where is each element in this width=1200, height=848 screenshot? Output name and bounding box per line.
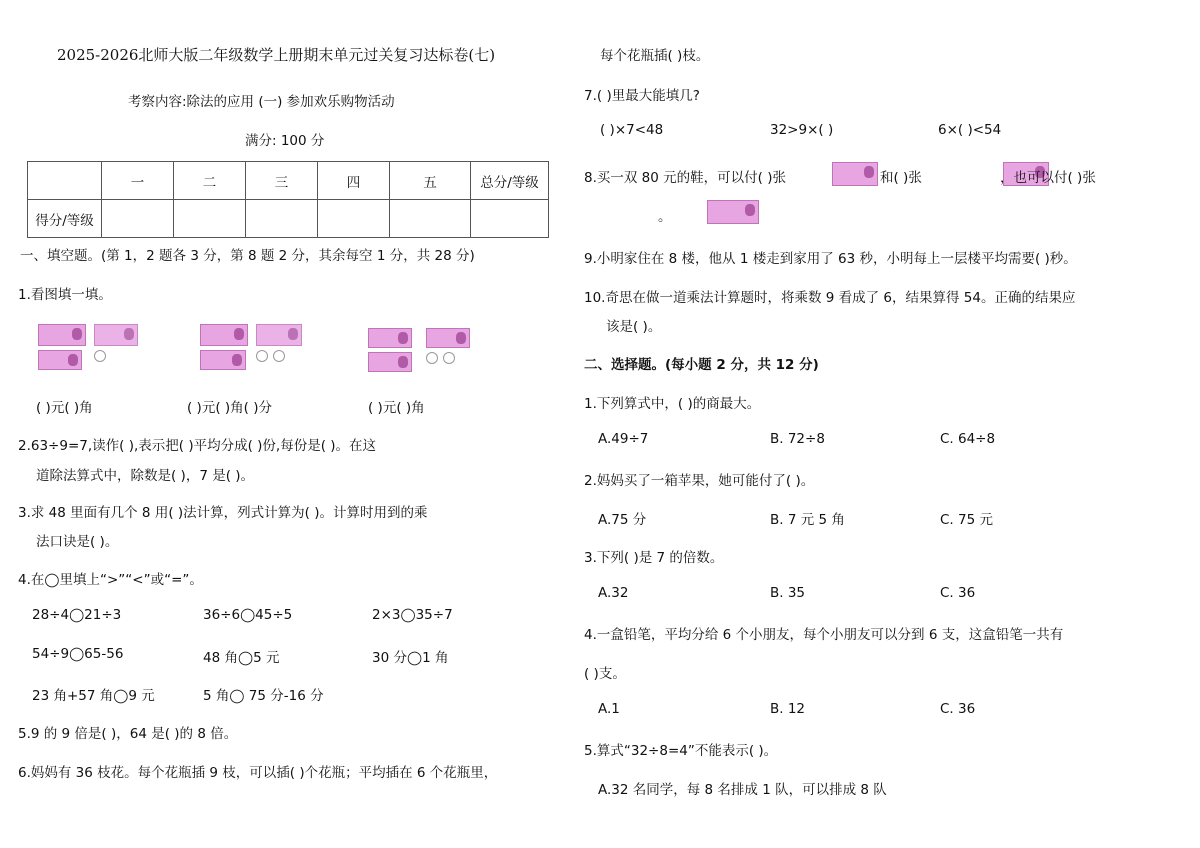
banknote-10-icon: [707, 200, 759, 224]
score-cell[interactable]: [318, 200, 390, 238]
q7-item[interactable]: ( )×7<48: [600, 122, 664, 138]
question-4: 4.在◯里填上“>”“<”或“=”。: [18, 572, 203, 588]
score-table-header: 总分/等级: [471, 162, 549, 200]
section2-title: 二、选择题。(每小题 2 分，共 12 分): [584, 357, 819, 373]
choice-option[interactable]: A.32 名同学，每 8 名排成 1 队，可以排成 8 队: [598, 782, 887, 798]
question-2-line1: 2.63÷9=7,读作( ),表示把( )平均分成( )份,每份是( )。在这: [18, 438, 377, 454]
banknote-icon: [426, 328, 470, 348]
choice-1: 1.下列算式中，( )的商最大。: [584, 396, 761, 412]
choice-option[interactable]: A.75 分: [598, 512, 647, 528]
banknote-icon: [38, 324, 86, 346]
score-row-label: 得分/等级: [28, 200, 102, 238]
coin-icon: [256, 350, 268, 362]
coin-icon: [273, 350, 285, 362]
score-table-header: 四: [318, 162, 390, 200]
choice-option[interactable]: B. 12: [770, 701, 806, 717]
question-8-c: ，也可以付( )张: [1000, 170, 1096, 186]
choice-2: 2.妈妈买了一箱苹果，她可能付了( )。: [584, 473, 815, 489]
question-10-line2: 该是( )。: [606, 319, 662, 335]
question-5: 5.9 的 9 倍是( )，64 是( )的 8 倍。: [18, 726, 238, 742]
compare-item[interactable]: 28÷4◯21÷3: [32, 607, 122, 623]
question-6-cont: 每个花瓶插( )枝。: [600, 48, 710, 64]
compare-item[interactable]: 2×3◯35÷7: [372, 607, 453, 623]
page-subtitle: 考察内容:除法的应用 (一) 参加欢乐购物活动: [128, 94, 395, 110]
choice-4-line1: 4.一盒铅笔，平均分给 6 个小朋友，每个小朋友可以分到 6 支，这盒铅笔一共有: [584, 627, 1064, 643]
banknote-icon: [368, 328, 412, 348]
score-cell[interactable]: [471, 200, 549, 238]
full-score: 满分: 100 分: [245, 133, 325, 149]
compare-item[interactable]: 23 角+57 角◯9 元: [32, 688, 155, 704]
question-8-end: 。: [658, 209, 672, 225]
choice-option[interactable]: C. 36: [940, 701, 976, 717]
choice-option[interactable]: A.49÷7: [598, 431, 649, 447]
score-table-row: [28, 200, 549, 238]
compare-item[interactable]: 30 分◯1 角: [372, 650, 449, 666]
score-cell[interactable]: [246, 200, 318, 238]
score-table-header: 五: [390, 162, 471, 200]
choice-option[interactable]: C. 36: [940, 585, 976, 601]
banknote-icon: [200, 350, 246, 370]
score-cell[interactable]: [102, 200, 174, 238]
choice-option[interactable]: B. 7 元 5 角: [770, 512, 845, 528]
choice-option[interactable]: A.1: [598, 701, 620, 717]
q1-blank-1[interactable]: ( )元( )角: [36, 400, 93, 416]
coin-icon: [94, 350, 106, 362]
question-3-line2: 法口诀是( )。: [36, 534, 119, 550]
banknote-icon: [38, 350, 82, 370]
banknote-icon: [256, 324, 302, 346]
money-group-1: [38, 324, 138, 370]
question-3-line1: 3.求 48 里面有几个 8 用( )法计算，列式计算为( )。计算时用到的乘: [18, 505, 428, 521]
question-7: 7.( )里最大能填几?: [584, 88, 700, 104]
compare-item[interactable]: 54÷9◯65-56: [32, 646, 124, 662]
score-table-header: 三: [246, 162, 318, 200]
q1-blank-2[interactable]: ( )元( )角( )分: [187, 400, 272, 416]
choice-4-line2: ( )支。: [584, 666, 626, 682]
score-table: [27, 161, 549, 238]
score-table-header-row: [28, 162, 549, 200]
banknote-icon: [368, 352, 412, 372]
choice-option[interactable]: B. 72÷8: [770, 431, 825, 447]
question-9: 9.小明家住在 8 楼，他从 1 楼走到家用了 63 秒，小明每上一层楼平均需要( )秒。: [584, 251, 1077, 267]
choice-option[interactable]: C. 75 元: [940, 512, 993, 528]
choice-option[interactable]: B. 35: [770, 585, 806, 601]
question-8-a: 8.买一双 80 元的鞋，可以付( )张: [584, 170, 786, 186]
section1-title: 一、填空题。(第 1，2 题各 3 分，第 8 题 2 分，其余每空 1 分，共 28 分): [20, 248, 475, 264]
money-group-3: [368, 328, 470, 372]
q1-blank-3[interactable]: ( )元( )角: [368, 400, 425, 416]
score-table-header: 二: [174, 162, 246, 200]
question-8-b: 和( )张: [880, 170, 922, 186]
banknote-icon: [94, 324, 138, 346]
coin-icon: [426, 352, 438, 364]
choice-option[interactable]: C. 64÷8: [940, 431, 996, 447]
page-title: 2025-2026北师大版二年级数学上册期末单元过关复习达标卷(七): [57, 46, 496, 64]
banknote-50-icon: [832, 162, 878, 186]
question-10-line1: 10.奇思在做一道乘法计算题时，将乘数 9 看成了 6，结果算得 54。正确的结果应: [584, 290, 1076, 306]
compare-item[interactable]: 5 角◯ 75 分-16 分: [203, 688, 324, 704]
q7-item[interactable]: 32>9×( ): [770, 122, 834, 138]
money-group-2: [200, 324, 302, 370]
question-6: 6.妈妈有 36 枝花。每个花瓶插 9 枝，可以插( )个花瓶；平均插在 6 个花瓶里，: [18, 765, 498, 781]
compare-item[interactable]: 36÷6◯45÷5: [203, 607, 293, 623]
q7-item[interactable]: 6×( )<54: [938, 122, 1002, 138]
question-2-line2: 道除法算式中，除数是( )，7 是( )。: [36, 468, 255, 484]
banknote-icon: [200, 324, 248, 346]
score-table-header: [28, 162, 102, 200]
score-table-header: 一: [102, 162, 174, 200]
coin-icon: [443, 352, 455, 364]
compare-item[interactable]: 48 角◯5 元: [203, 650, 280, 666]
choice-5: 5.算式“32÷8=4”不能表示( )。: [584, 743, 778, 759]
question-1: 1.看图填一填。: [18, 287, 112, 303]
choice-3: 3.下列( )是 7 的倍数。: [584, 550, 724, 566]
score-cell[interactable]: [174, 200, 246, 238]
score-cell[interactable]: [390, 200, 471, 238]
choice-option[interactable]: A.32: [598, 585, 629, 601]
